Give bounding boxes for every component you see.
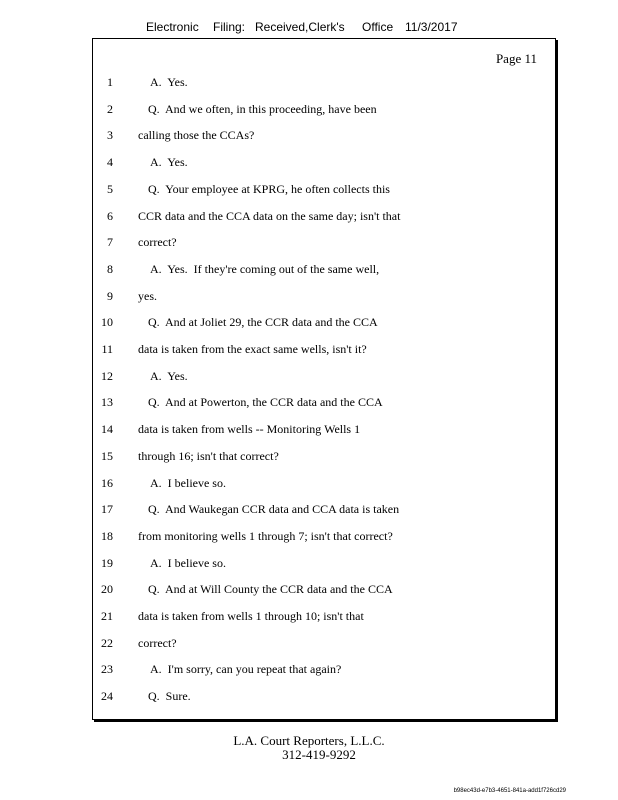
stamp-word: Filing: — [213, 20, 246, 34]
line-text: correct? — [138, 635, 177, 650]
line-number: 3 — [107, 128, 113, 143]
line-number: 15 — [101, 448, 113, 463]
line-number: 23 — [101, 662, 113, 677]
transcript-line — [93, 153, 557, 171]
line-number: 14 — [101, 422, 113, 437]
footer-company: L.A. Court Reporters, L.L.C. — [233, 733, 385, 748]
transcript-line — [93, 527, 557, 545]
transcript-line — [93, 126, 557, 144]
line-number: 10 — [101, 315, 113, 330]
line-number: 4 — [107, 155, 113, 170]
line-number: 11 — [101, 342, 113, 356]
line-number: 9 — [107, 288, 113, 303]
line-number: 1 — [107, 75, 113, 89]
stamp-word: 11/3/2017 — [405, 20, 458, 34]
line-number: 20 — [101, 582, 113, 597]
line-text: Q. Your employee at KPRG, he often collects this — [148, 181, 390, 196]
transcript-line — [93, 393, 557, 411]
document-hash: b98ec43d-e7b3-4651-841a-add1f726cd29 — [453, 788, 566, 794]
stamp-word: Received,Clerk's — [255, 20, 345, 34]
transcript-line — [93, 660, 557, 678]
transcript-line — [93, 233, 557, 251]
transcript-line — [93, 447, 557, 465]
transcript-line — [93, 607, 557, 625]
line-text: A. Yes. — [150, 368, 188, 383]
line-text: data is taken from the exact same wells, isn't it? — [138, 342, 367, 356]
transcript-line — [93, 313, 557, 331]
transcript-page — [92, 38, 556, 720]
line-number: 8 — [107, 261, 113, 276]
transcript-line — [93, 420, 557, 438]
line-number: 19 — [101, 555, 113, 570]
line-text: Q. And we often, in this proceeding, have been — [148, 101, 377, 116]
transcript-line — [93, 634, 557, 652]
line-text: Q. And at Joliet 29, the CCR data and the CCA — [148, 315, 378, 330]
line-text: from monitoring wells 1 through 7; isn't that correct? — [138, 528, 393, 543]
line-text: A. I believe so. — [150, 475, 226, 490]
line-text: A. I believe so. — [150, 555, 226, 570]
stamp-word: Electronic — [146, 20, 199, 34]
transcript-line — [93, 180, 557, 198]
transcript-line — [93, 100, 557, 118]
page-number: Page 11 — [495, 51, 537, 66]
line-number: 17 — [101, 502, 113, 517]
line-text: correct? — [138, 235, 177, 250]
line-text: A. Yes. — [150, 75, 188, 89]
transcript-line — [93, 554, 557, 572]
transcript-line — [93, 367, 557, 385]
line-text: A. Yes. If they're coming out of the same well, — [150, 261, 380, 276]
transcript-line — [93, 260, 557, 278]
transcript-line — [93, 73, 557, 91]
line-text: Q. And at Will County the CCR data and the CCA — [148, 582, 393, 597]
stamp-word: Office — [362, 20, 394, 34]
line-text: data is taken from wells 1 through 10; isn't that — [138, 609, 364, 623]
line-number: 16 — [101, 475, 113, 490]
line-number: 5 — [107, 181, 113, 196]
line-text: A. Yes. — [150, 155, 188, 170]
footer-phone: 312-419-9292 — [282, 747, 356, 762]
transcript-line — [93, 207, 557, 225]
line-text: Q. And Waukegan CCR data and CCA data is taken — [148, 502, 400, 517]
line-text: Q. Sure. — [148, 689, 191, 704]
filing-stamp — [0, 20, 618, 38]
line-number: 22 — [101, 635, 113, 650]
line-number: 2 — [107, 101, 113, 116]
line-number: 12 — [101, 368, 113, 383]
transcript-line — [93, 500, 557, 518]
transcript-line — [93, 580, 557, 598]
line-text: data is taken from wells -- Monitoring Wells 1 — [138, 422, 361, 437]
line-number: 21 — [101, 609, 113, 623]
transcript-line — [93, 340, 557, 358]
transcript-line — [93, 687, 557, 705]
line-number: 24 — [101, 689, 113, 704]
line-text: A. I'm sorry, can you repeat that again? — [150, 662, 342, 677]
transcript-line — [93, 474, 557, 492]
line-text: yes. — [138, 288, 157, 303]
line-text: Q. And at Powerton, the CCR data and the CCA — [148, 395, 383, 410]
line-number: 6 — [107, 208, 113, 223]
line-text: calling those the CCAs? — [138, 128, 255, 143]
line-number: 13 — [101, 395, 113, 410]
line-number: 7 — [107, 235, 113, 250]
line-number: 18 — [101, 528, 113, 543]
line-text: through 16; isn't that correct? — [138, 448, 279, 463]
line-text: CCR data and the CCA data on the same day; isn't that — [138, 208, 401, 223]
transcript-line — [93, 287, 557, 305]
